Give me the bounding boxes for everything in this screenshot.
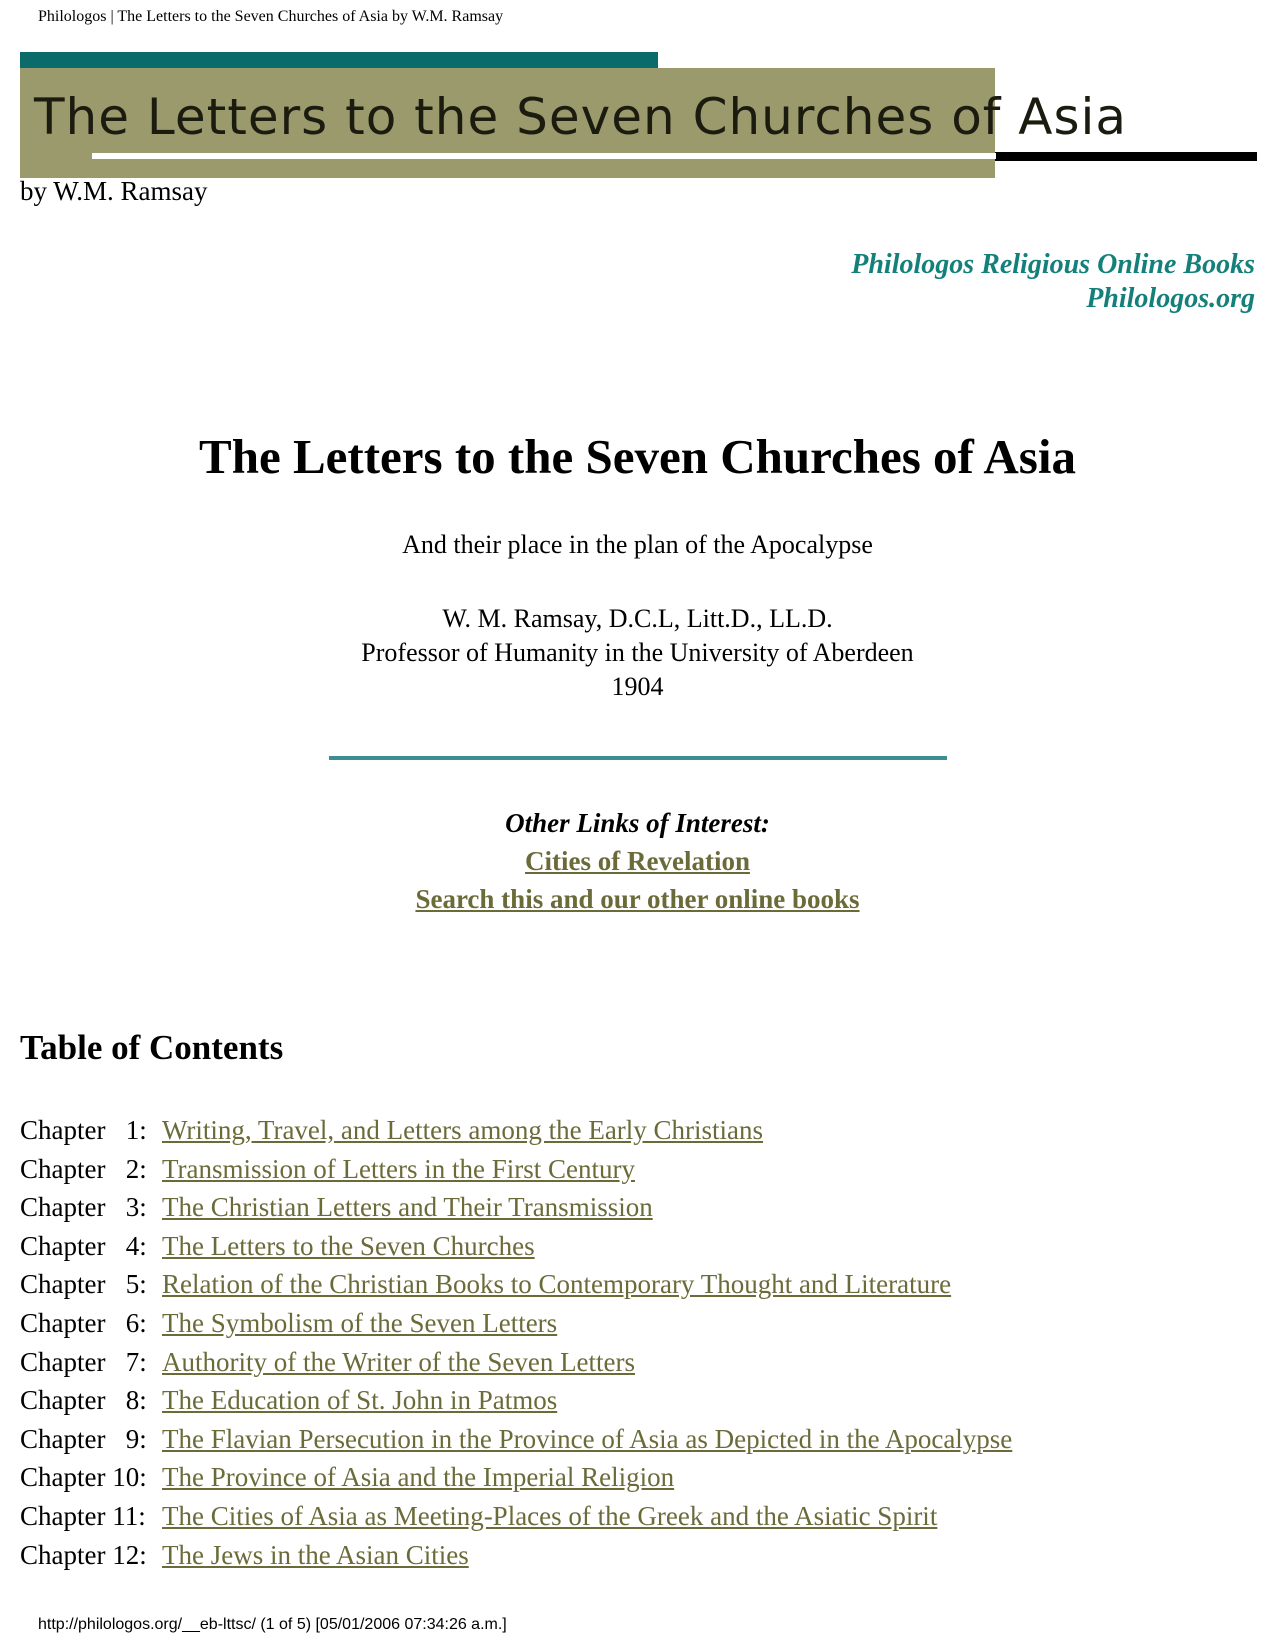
banner-white-line xyxy=(92,153,996,159)
toc-row xyxy=(20,1111,1012,1150)
toc-row xyxy=(20,1458,1012,1497)
toc-row xyxy=(20,1343,1012,1382)
chapter-number: Chapter 9: xyxy=(20,1423,147,1454)
chapter-link[interactable]: The Flavian Persecution in the Province of Asia as Depicted in the Apocalypse xyxy=(162,1423,1013,1454)
other-links xyxy=(0,804,1275,918)
site-name-link[interactable]: Philologos Religious Online Books xyxy=(851,249,1255,280)
other-links-heading: Other Links of Interest: xyxy=(505,808,770,838)
toc-row xyxy=(20,1536,1012,1575)
chapter-number: Chapter 1: xyxy=(20,1115,147,1145)
author-name: W. M. Ramsay, D.C.L, Litt.D., LL.D. xyxy=(442,604,833,633)
chapter-link[interactable]: The Symbolism of the Seven Letters xyxy=(162,1307,558,1338)
banner-title-text: The Letters to the Seven Churches of Asia xyxy=(34,88,1128,146)
toc-row xyxy=(20,1188,1012,1227)
author-position: Professor of Humanity in the University of Aberdeen xyxy=(361,638,914,667)
toc-row xyxy=(20,1420,1012,1459)
toc-row xyxy=(20,1304,1012,1343)
chapter-link[interactable]: The Cities of Asia as Meeting-Places of the Greek and the Asiatic Spirit xyxy=(162,1500,938,1531)
chapter-link[interactable]: The Education of St. John in Patmos xyxy=(162,1385,558,1416)
byline: by W.M. Ramsay xyxy=(20,176,208,206)
chapter-link[interactable]: The Jews in the Asian Cities xyxy=(162,1539,469,1570)
toc-row xyxy=(20,1497,1012,1536)
chapter-number: Chapter 5: xyxy=(20,1269,147,1300)
chapter-link[interactable]: The Province of Asia and the Imperial Religion xyxy=(162,1462,675,1493)
subtitle: And their place in the plan of the Apocalypse xyxy=(402,530,873,559)
site-domain-link[interactable]: Philologos.org xyxy=(1086,283,1255,314)
chapter-link[interactable]: Authority of the Writer of the Seven Letters xyxy=(162,1346,636,1377)
chapter-number: Chapter 6: xyxy=(20,1307,147,1338)
toc-row xyxy=(20,1227,1012,1266)
publication-year: 1904 xyxy=(611,672,664,701)
chapter-link[interactable]: The Letters to the Seven Churches xyxy=(162,1230,535,1261)
chapter-number: Chapter 2: xyxy=(20,1153,147,1184)
toc-row xyxy=(20,1265,1012,1304)
chapter-number: Chapter 7: xyxy=(20,1346,147,1377)
chapter-link[interactable]: Relation of the Christian Books to Contemporary Thought and Literature xyxy=(162,1269,952,1300)
chapter-number: Chapter 11: xyxy=(20,1500,146,1531)
chapter-number: Chapter 12: xyxy=(20,1539,147,1570)
search-books-link[interactable]: Search this and our other online books xyxy=(415,884,860,914)
page-title: The Letters to the Seven Churches of Asia xyxy=(199,429,1076,484)
chapter-link[interactable]: The Christian Letters and Their Transmission xyxy=(162,1192,653,1223)
toc-row xyxy=(20,1381,1012,1420)
banner-black-line xyxy=(995,152,1257,161)
title-banner xyxy=(20,52,1258,178)
divider-rule xyxy=(329,756,947,760)
toc-row xyxy=(20,1150,1012,1189)
chapter-number: Chapter 3: xyxy=(20,1192,147,1223)
site-links xyxy=(851,248,1255,316)
author-block xyxy=(0,602,1275,704)
cities-of-revelation-link[interactable]: Cities of Revelation xyxy=(525,846,750,876)
toc-title: Table of Contents xyxy=(20,1028,284,1067)
print-footer: http://philologos.org/__eb-lttsc/ (1 of 5) [05/01/2006 07:34:26 a.m.] xyxy=(38,1616,507,1633)
table-of-contents xyxy=(20,1111,1012,1574)
print-header: Philologos | The Letters to the Seven Churches of Asia by W.M. Ramsay xyxy=(38,8,504,25)
chapter-link[interactable]: Writing, Travel, and Letters among the Early Christians xyxy=(162,1115,764,1145)
chapter-number: Chapter 4: xyxy=(20,1230,147,1261)
chapter-number: Chapter 10: xyxy=(20,1462,147,1493)
chapter-link[interactable]: Transmission of Letters in the First Century xyxy=(162,1153,635,1184)
chapter-number: Chapter 8: xyxy=(20,1385,147,1416)
